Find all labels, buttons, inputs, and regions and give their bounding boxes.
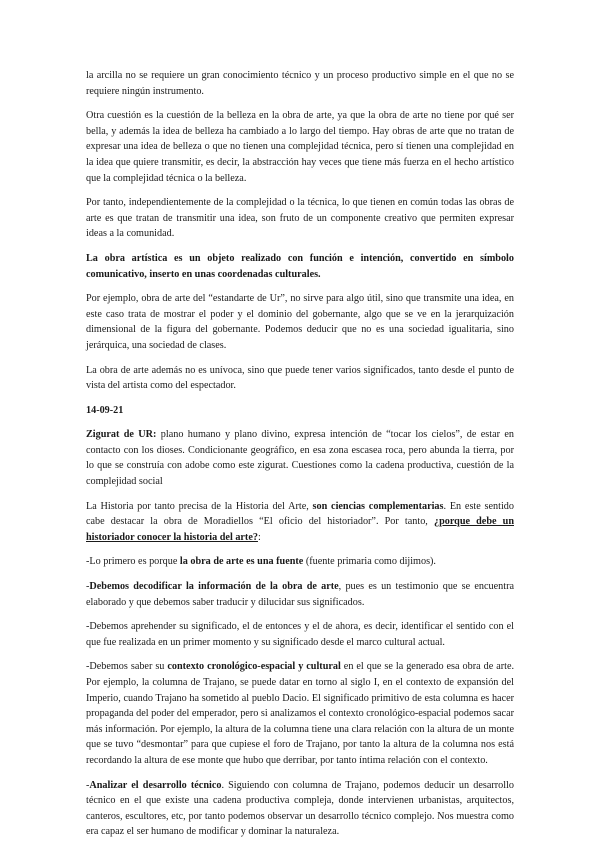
zigurat-text: plano humano y plano divino, expresa intención de “tocar los cielos”, de estar en contacto con los dioses. Condicionante geográfico, en esa zona escasea roca, pero abunda la tierra, por lo que se construía con adobe como este zigurat. Cuestiones como la cadena productiva, cuestión de la complejidad social bbox=[86, 429, 514, 488]
paragraph-belleza: Otra cuestión es la cuestión de la belleza en la obra de arte, ya que la obra de arte no tiene por qué ser bella, y además la idea de belleza ha cambiado a lo largo del tiempo. Hay obras de arte que no tratan de expresar una idea de belleza o que no tienen una complejidad técnica, pero sí tienen una complejidad en la idea que quiere transmitir, es decir, la abstracción hay veces que tiene más fuerza en el hecho artístico que la complejidad técnica o la belleza. bbox=[86, 110, 514, 184]
paragraph-zigurat bbox=[86, 427, 514, 489]
paragraph-aprehender: -Debemos aprehender su significado, el de entonces y el de ahora, es decir, identificar el sentido con el que fue realizada en un primer momento y su significado desde el marco cultural actual. bbox=[86, 621, 514, 648]
paragraph-contexto bbox=[86, 659, 514, 768]
desarrollo-text: . Siguiendo con columna de Trajano, podemos deducir un desarrollo técnico en el que existe una cadena productiva compleja, donde intervienen urbanistas, arquitectos, canteros, escultores, etc, por tanto podemos observar un desarrollo técnico complejo. Nos muestra como era capaz el ser humano de modificar y dominar la naturaleza. bbox=[86, 779, 514, 838]
decodificar-bold: Debemos decodificar la información de la obra de arte bbox=[89, 581, 339, 593]
paragraph-fuente bbox=[86, 554, 514, 570]
document-page bbox=[86, 68, 514, 849]
desarrollo-dash: - bbox=[86, 779, 90, 791]
historia-arte-colon: : bbox=[257, 531, 261, 543]
historia-arte-text-a: La Historia por tanto precisa de la Historia del Arte, bbox=[86, 500, 313, 512]
paragraph-transmitir-idea: Por tanto, independientemente de la complejidad o la técnica, lo que tienen en común todas las obras de arte es que tratan de transmitir una idea, son fruto de un componente creativo que permiten expresar ideas a la comunidad. bbox=[86, 197, 514, 240]
paragraph-arcilla: la arcilla no se requiere un gran conocimiento técnico y un proceso productivo simple en el que no se requiere ningún instrumento. bbox=[86, 70, 514, 97]
decodificar-dash: - bbox=[86, 581, 90, 593]
contexto-bold: contexto cronológico-espacial y cultural bbox=[167, 661, 341, 673]
desarrollo-bold: Analizar el desarrollo técnico bbox=[89, 779, 222, 791]
paragraph-decodificar bbox=[86, 579, 514, 610]
fuente-text-c: (fuente primaria como dijimos). bbox=[303, 556, 436, 568]
ciencias-complementarias: son ciencias complementarias bbox=[312, 500, 444, 512]
paragraph-historia-arte bbox=[86, 499, 514, 546]
definition-obra-artistica: La obra artística es un objeto realizado con función e intención, convertido en símbolo comunicativo, inserto en unas coordenadas culturales. bbox=[86, 252, 514, 280]
zigurat-term: Zigurat de UR: bbox=[86, 429, 157, 441]
fuente-text-a: -Lo primero es porque bbox=[86, 556, 180, 568]
paragraph-estandarte-ur: Por ejemplo, obra de arte del “estandarte de Ur”, no sirve para algo útil, sino que transmite una idea, en este caso trata de mostrar el poder y el dominio del gobernante, algo que se ve en la jerarquización dimensional de la figura del gobernante. Podemos deducir que no es una sociedad igualitaria, sino jerárquica, una sociedad de clases. bbox=[86, 293, 514, 351]
paragraph-desarrollo-tecnico bbox=[86, 778, 514, 840]
date-heading: 14-09-21 bbox=[86, 404, 124, 416]
contexto-text-c: en el que se la generado esa obra de arte. Por ejemplo, la columna de Trajano, se puede datar en torno al siglo I, en el contexto de expansión del Imperio, cuando Trajano ha sometido al pueblo Dacio. El significado primitivo de esta columna es hacer propaganda del poder del emperador, pero si analizamos el contexto cronológico-espacial podemos sacar más información. Por ejemplo, la altura de la columna tiene una clara relación con la altura de un monte que se tuvo “desmontar” para que cupiese el foro de Trajano, por tanto la altura de la columna nos está recordando la altura de ese monte que hubo que derribar, por tanto íntima relación con el contexto. bbox=[86, 661, 515, 766]
question-historiador: ¿porque debe un historiador conocer la historia del arte? bbox=[86, 516, 514, 543]
fuente-bold: la obra de arte es una fuente bbox=[179, 556, 304, 568]
decodificar-text: , pues es un testimonio que se encuentra elaborado y que debemos saber traducir y dilucidar sus significados. bbox=[86, 581, 514, 608]
contexto-text-a: -Debemos saber su bbox=[86, 661, 168, 673]
paragraph-univoca: La obra de arte además no es unívoca, sino que puede tener varios significados, tanto desde el punto de vista del artista como del espectador. bbox=[86, 364, 514, 392]
historia-arte-text-c: . En este sentido cabe destacar la obra de Moradiellos “El oficio del historiador”. Por tanto, bbox=[86, 500, 514, 528]
